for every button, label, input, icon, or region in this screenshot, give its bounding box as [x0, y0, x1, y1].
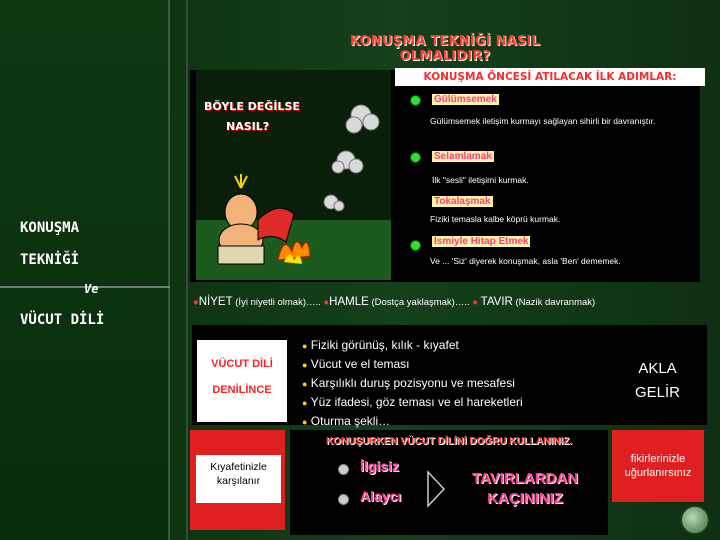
bullet-icon: [410, 95, 421, 106]
bullet-list: [302, 336, 602, 431]
step-text: İlk "sesli" iletişimi kurmak.: [432, 175, 529, 185]
avoid-item: Alaycı: [360, 488, 402, 504]
list-item: ● Vücut ve el teması: [302, 357, 410, 371]
avoid-text: KAÇININIZ: [487, 490, 563, 507]
step-text: Gülümsemek iletişim kurmayı sağlayan sihirli bir davranıştır.: [430, 116, 656, 126]
divider: [168, 0, 170, 540]
page-title: KONUŞMA TEKNİĞİ NASIL OLMALIDIR?: [349, 34, 541, 64]
flow-text: (Dostça yaklaşmak)…..: [371, 297, 470, 308]
panel-header: KONUŞMA ÖNCESİ ATILACAK İLK ADIMLAR:: [395, 68, 705, 86]
list-item: ● Yüz ifadesi, göz teması ve el hareketleri: [302, 395, 523, 409]
side-label-ve: Ve: [84, 282, 99, 296]
flow-label: NİYET: [198, 296, 233, 308]
step-title: İsmiyle Hitap Etmek: [434, 236, 529, 247]
list-item: ● Fiziki görünüş, kılık - kıyafet: [302, 338, 459, 352]
list-item: ● Karşılıklı duruş pozisyonu ve mesafesi: [302, 376, 515, 390]
intent-flow: ●NİYET (İyi niyetli olmak)….. ●HAMLE (Dostça yaklaşmak)….. ● TAVIR (Nazik davranmak): [193, 296, 596, 308]
side-label-teknigi: TEKNİĞİ: [20, 252, 80, 268]
box-text: fikirlerinizle uğurlanırsınız: [624, 453, 692, 479]
flow-text: (Nazik davranmak): [515, 297, 596, 308]
avoid-text: TAVIRLARDAN: [471, 470, 579, 487]
vucut-dili-box: [197, 340, 287, 422]
akla-gelir-box: [610, 340, 705, 422]
advice-panel: [290, 430, 608, 535]
side-label-konusma: KONUŞMA: [20, 220, 80, 236]
bullet-icon: [338, 494, 349, 505]
flow-label: TAVIR: [480, 296, 513, 308]
box-label: VÜCUT DİLİ: [211, 358, 273, 370]
bullet-icon: [410, 240, 421, 251]
illustration: [196, 70, 391, 280]
list-item: ● Oturma şekli…: [302, 414, 391, 428]
step-text: Fiziki temasla kalbe köprü kurmak.: [430, 214, 561, 224]
panel-header: KONUŞURKEN VÜCUT DİLİNİ DOĞRU KULLANINIZ.: [325, 436, 573, 447]
box-text: Kıyafetinizle karşılanır: [210, 461, 267, 487]
illustration-caption: BÖYLE DEĞİLSE: [204, 100, 300, 113]
divider: [186, 0, 188, 540]
box-label: AKLA: [638, 360, 677, 377]
fikir-box: [612, 430, 704, 502]
step-text: Ve ... 'Siz' diyerek konuşmak, asla 'Ben' dememek.: [430, 256, 621, 266]
illustration-caption: NASIL?: [226, 120, 270, 133]
step-title: Tokalaşmak: [434, 196, 491, 207]
kiyafet-box: [190, 430, 285, 530]
step-title: Selamlamak: [434, 151, 492, 162]
box-label: DENİLİNCE: [212, 384, 272, 396]
box-label: GELİR: [634, 384, 680, 401]
flow-text: (İyi niyetli olmak)…..: [235, 297, 321, 308]
bullet-icon: [410, 152, 421, 163]
chevron-right-icon: [425, 470, 447, 508]
bullet-icon: [338, 464, 349, 475]
step-title: Gülümsemek: [434, 94, 497, 105]
avoid-item: İlgisiz: [360, 458, 399, 474]
flow-label: HAMLE: [329, 296, 369, 308]
nav-button[interactable]: [680, 505, 710, 535]
left-sidebar: [0, 0, 170, 540]
side-label-vucut-dili: VÜCUT DİLİ: [20, 312, 105, 328]
